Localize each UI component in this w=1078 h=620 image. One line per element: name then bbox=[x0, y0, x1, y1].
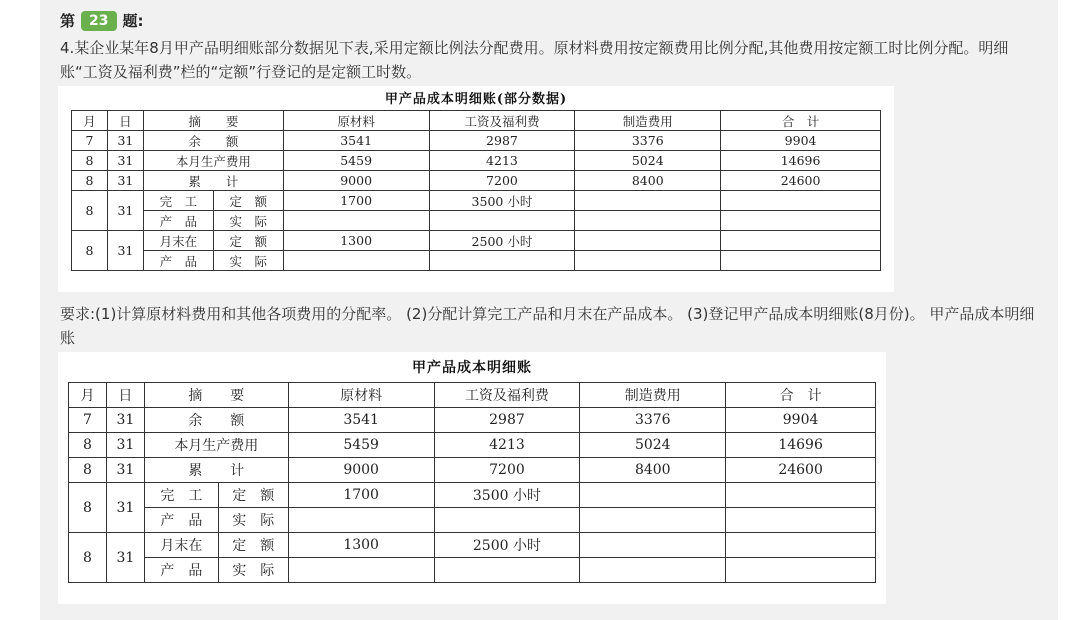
cell: 14696 bbox=[726, 433, 876, 458]
table-header-row bbox=[72, 111, 881, 131]
cell: 3541 bbox=[288, 408, 434, 433]
ledger-table bbox=[68, 382, 876, 583]
cell bbox=[721, 191, 881, 211]
table-header-row bbox=[69, 383, 876, 408]
ledger-table-answer bbox=[58, 352, 886, 604]
table-row-completed-actual bbox=[72, 211, 881, 231]
requirement-text: 要求:(1)计算原材料费用和其他各项费用的分配率。 (2)分配计算完工产品和月末在产品成本。 (3)登记甲产品成本明细账(8月份)。 甲产品成本明细账 bbox=[60, 305, 1035, 347]
cell: 31 bbox=[107, 191, 143, 231]
table-row bbox=[72, 151, 881, 171]
header-cell: 制造费用 bbox=[575, 111, 721, 131]
cell bbox=[283, 211, 429, 231]
question-prefix: 第 bbox=[60, 12, 76, 30]
cell: 定 额 bbox=[218, 483, 288, 508]
cell: 24600 bbox=[721, 171, 881, 191]
cell: 8 bbox=[69, 533, 107, 583]
cell bbox=[429, 211, 575, 231]
table-row-wip-actual bbox=[72, 251, 881, 271]
cell: 8 bbox=[72, 231, 108, 271]
table-row-completed-actual bbox=[69, 508, 876, 533]
cell: 8 bbox=[69, 458, 107, 483]
header-cell: 合 计 bbox=[726, 383, 876, 408]
table-row-completed-quota bbox=[72, 191, 881, 211]
header-cell: 月 bbox=[72, 111, 108, 131]
question-text: 4.某企业某年8月甲产品明细账部分数据见下表,采用定额比例法分配费用。原材料费用按定额费用比例分配,其他费用按定额工时比例分配。明细账“工资及福利费”栏的“定额”行登记的是定额工时数。 bbox=[60, 39, 1009, 81]
cell: 8 bbox=[72, 191, 108, 231]
cell: 9000 bbox=[283, 171, 429, 191]
cell: 定 额 bbox=[213, 231, 283, 251]
cell: 31 bbox=[106, 483, 144, 533]
cell bbox=[575, 231, 721, 251]
cell: 1300 bbox=[283, 231, 429, 251]
table-row bbox=[72, 131, 881, 151]
cell: 产 品 bbox=[144, 558, 218, 583]
cell: 24600 bbox=[726, 458, 876, 483]
cell: 4213 bbox=[434, 433, 580, 458]
cell: 9904 bbox=[721, 131, 881, 151]
cell: 实 际 bbox=[213, 251, 283, 271]
cell: 4213 bbox=[429, 151, 575, 171]
cell: 31 bbox=[106, 458, 144, 483]
cell: 本月生产费用 bbox=[144, 433, 288, 458]
cell bbox=[721, 251, 881, 271]
table-row bbox=[69, 408, 876, 433]
cell: 31 bbox=[106, 533, 144, 583]
cell: 7200 bbox=[429, 171, 575, 191]
cell bbox=[575, 211, 721, 231]
header-cell: 工资及福利费 bbox=[429, 111, 575, 131]
cell: 3541 bbox=[283, 131, 429, 151]
cell: 3500 小时 bbox=[429, 191, 575, 211]
cell bbox=[726, 483, 876, 508]
cell: 余 额 bbox=[143, 131, 283, 151]
cell: 产 品 bbox=[143, 251, 213, 271]
cell: 14696 bbox=[721, 151, 881, 171]
header-cell: 原材料 bbox=[283, 111, 429, 131]
table-row bbox=[72, 171, 881, 191]
cell: 31 bbox=[106, 408, 144, 433]
ledger-table bbox=[71, 110, 881, 271]
cell bbox=[434, 508, 580, 533]
cell bbox=[575, 251, 721, 271]
cell: 累 计 bbox=[143, 171, 283, 191]
cell bbox=[283, 251, 429, 271]
table-row-wip-quota bbox=[69, 533, 876, 558]
cell bbox=[575, 191, 721, 211]
cell: 1700 bbox=[288, 483, 434, 508]
cell: 5024 bbox=[575, 151, 721, 171]
header-cell: 制造费用 bbox=[580, 383, 726, 408]
cell: 8400 bbox=[580, 458, 726, 483]
cell: 7 bbox=[69, 408, 107, 433]
cell: 2987 bbox=[429, 131, 575, 151]
header-cell: 日 bbox=[106, 383, 144, 408]
cell bbox=[726, 558, 876, 583]
table-row bbox=[69, 458, 876, 483]
cell: 7200 bbox=[434, 458, 580, 483]
cell bbox=[288, 558, 434, 583]
cell: 完 工 bbox=[143, 191, 213, 211]
cell: 3500 小时 bbox=[434, 483, 580, 508]
cell bbox=[726, 533, 876, 558]
cell: 31 bbox=[107, 151, 143, 171]
question-number-badge: 23 bbox=[81, 11, 116, 31]
cell: 1300 bbox=[288, 533, 434, 558]
cell: 9904 bbox=[726, 408, 876, 433]
header-cell: 月 bbox=[69, 383, 107, 408]
question-suffix: 题: bbox=[122, 12, 144, 30]
question-header bbox=[60, 10, 144, 31]
header-cell: 摘 要 bbox=[143, 111, 283, 131]
cell: 2987 bbox=[434, 408, 580, 433]
header-cell: 合 计 bbox=[721, 111, 881, 131]
cell bbox=[580, 483, 726, 508]
cell: 月末在 bbox=[143, 231, 213, 251]
cell bbox=[288, 508, 434, 533]
table-title: 甲产品成本明细账(部分数据) bbox=[384, 92, 568, 107]
cell: 余 额 bbox=[144, 408, 288, 433]
cell bbox=[726, 508, 876, 533]
table-row bbox=[69, 433, 876, 458]
cell: 实 际 bbox=[213, 211, 283, 231]
cell: 3376 bbox=[575, 131, 721, 151]
cell: 2500 小时 bbox=[434, 533, 580, 558]
cell: 9000 bbox=[288, 458, 434, 483]
table-row-wip-quota bbox=[72, 231, 881, 251]
cell: 5459 bbox=[283, 151, 429, 171]
header-cell: 原材料 bbox=[288, 383, 434, 408]
cell: 实 际 bbox=[218, 558, 288, 583]
cell: 实 际 bbox=[218, 508, 288, 533]
header-cell: 摘 要 bbox=[144, 383, 288, 408]
cell: 31 bbox=[106, 433, 144, 458]
table-row-wip-actual bbox=[69, 558, 876, 583]
header-cell: 工资及福利费 bbox=[434, 383, 580, 408]
cell: 月末在 bbox=[144, 533, 218, 558]
cell bbox=[721, 231, 881, 251]
cell: 2500 小时 bbox=[429, 231, 575, 251]
cell: 31 bbox=[107, 131, 143, 151]
table-row-completed-quota bbox=[69, 483, 876, 508]
cell: 3376 bbox=[580, 408, 726, 433]
cell: 8 bbox=[69, 433, 107, 458]
cell: 定 额 bbox=[213, 191, 283, 211]
cell: 8 bbox=[72, 151, 108, 171]
ledger-table-scan bbox=[58, 86, 894, 292]
cell: 31 bbox=[107, 231, 143, 271]
cell bbox=[580, 533, 726, 558]
header-cell: 日 bbox=[107, 111, 143, 131]
cell: 8400 bbox=[575, 171, 721, 191]
cell: 完 工 bbox=[144, 483, 218, 508]
cell: 1700 bbox=[283, 191, 429, 211]
cell: 31 bbox=[107, 171, 143, 191]
cell: 产 品 bbox=[144, 508, 218, 533]
cell bbox=[429, 251, 575, 271]
table-title: 甲产品成本明细账 bbox=[412, 360, 532, 376]
cell: 产 品 bbox=[143, 211, 213, 231]
cell bbox=[434, 558, 580, 583]
cell: 8 bbox=[69, 483, 107, 533]
cell bbox=[721, 211, 881, 231]
cell: 8 bbox=[72, 171, 108, 191]
cell: 定 额 bbox=[218, 533, 288, 558]
cell bbox=[580, 558, 726, 583]
cell bbox=[580, 508, 726, 533]
cell: 5459 bbox=[288, 433, 434, 458]
cell: 累 计 bbox=[144, 458, 288, 483]
cell: 5024 bbox=[580, 433, 726, 458]
cell: 7 bbox=[72, 131, 108, 151]
cell: 本月生产费用 bbox=[143, 151, 283, 171]
